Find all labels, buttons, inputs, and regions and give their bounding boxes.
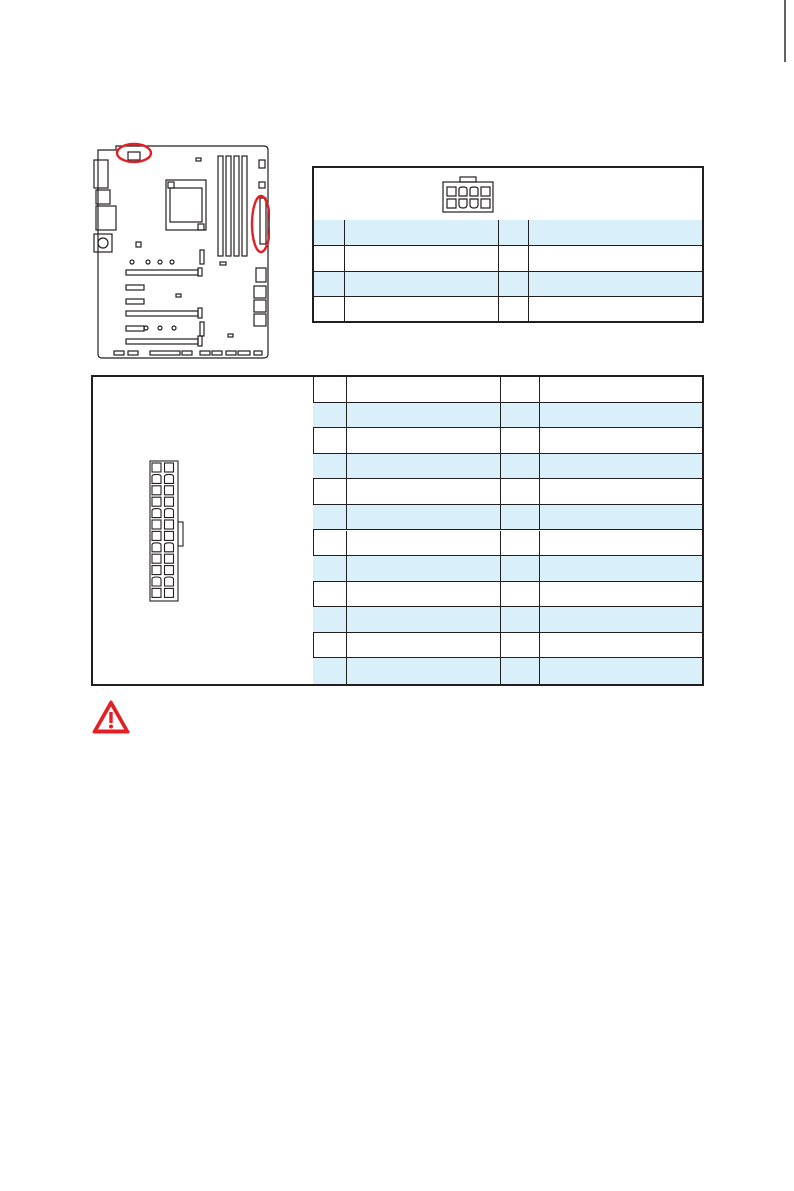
table-row: [313, 377, 702, 403]
pin-number-cell: [501, 428, 540, 453]
pin-number-cell: [313, 633, 347, 658]
pin-number-cell: [313, 531, 347, 556]
signal-name-cell: [347, 479, 501, 504]
table-row: [314, 246, 702, 272]
pin-number-cell: [499, 220, 529, 245]
table-row: [313, 582, 702, 608]
pin-number-cell: [501, 607, 540, 632]
motherboard-layout-icon: [82, 138, 270, 360]
signal-name-cell: [347, 428, 501, 453]
signal-name-cell: [347, 531, 501, 556]
pin-number-cell: [313, 607, 347, 632]
warning-triangle-icon: [91, 699, 131, 735]
pin-number-cell: [501, 505, 540, 530]
signal-name-cell: [540, 454, 702, 479]
signal-name-cell: [540, 479, 702, 504]
pin-number-cell: [313, 428, 347, 453]
signal-name-cell: [540, 633, 702, 658]
signal-name-cell: [347, 454, 501, 479]
signal-name-cell: [540, 582, 702, 607]
pin-number-cell: [501, 479, 540, 504]
pin-number-cell: [313, 454, 347, 479]
pin-number-cell: [501, 531, 540, 556]
pin-number-cell: [501, 556, 540, 581]
signal-name-cell: [529, 297, 702, 321]
signal-name-cell: [540, 556, 702, 581]
signal-name-cell: [540, 377, 702, 402]
pin-number-cell: [313, 556, 347, 581]
atx-power-pin-table: [91, 375, 704, 686]
signal-name-cell: [529, 220, 702, 245]
pin-number-cell: [314, 297, 345, 321]
signal-name-cell: [347, 556, 501, 581]
pin-number-cell: [501, 582, 540, 607]
8-pin-power-connector-icon: [442, 176, 494, 214]
signal-name-cell: [347, 582, 501, 607]
signal-name-cell: [347, 633, 501, 658]
signal-name-cell: [347, 658, 501, 684]
signal-name-cell: [345, 220, 499, 245]
pin-number-cell: [499, 272, 529, 296]
signal-name-cell: [540, 428, 702, 453]
pin-number-cell: [314, 246, 345, 271]
pin-number-cell: [313, 377, 347, 402]
signal-name-cell: [540, 403, 702, 428]
pin-number-cell: [314, 272, 345, 296]
signal-name-cell: [529, 272, 702, 296]
table-row: [314, 297, 702, 321]
signal-name-cell: [540, 607, 702, 632]
pin-number-cell: [313, 403, 347, 428]
cpu-power-connector-header: [314, 168, 702, 221]
signal-name-cell: [345, 272, 499, 296]
signal-name-cell: [529, 246, 702, 271]
table-row: [314, 220, 702, 246]
atx-pin-rows: [313, 377, 702, 684]
pin-number-cell: [501, 454, 540, 479]
table-row: [313, 633, 702, 659]
pin-number-cell: [313, 582, 347, 607]
pin-number-cell: [313, 479, 347, 504]
pin-number-cell: [314, 220, 345, 245]
table-row: [313, 658, 702, 684]
signal-name-cell: [540, 658, 702, 684]
signal-name-cell: [540, 531, 702, 556]
signal-name-cell: [347, 377, 501, 402]
table-row: [313, 505, 702, 531]
table-row: [314, 272, 702, 297]
pin-number-cell: [501, 377, 540, 402]
table-row: [313, 428, 702, 454]
24-pin-power-connector-icon: [149, 460, 185, 602]
signal-name-cell: [347, 505, 501, 530]
pin-number-cell: [501, 633, 540, 658]
pin-number-cell: [501, 403, 540, 428]
pin-number-cell: [501, 658, 540, 684]
table-row: [313, 403, 702, 429]
table-row: [313, 607, 702, 633]
cpu-power-pin-table: [312, 166, 704, 323]
pin-number-cell: [499, 297, 529, 321]
table-row: [313, 454, 702, 480]
page-edge-tab: [774, 0, 794, 62]
atx-connector-panel: [93, 377, 314, 684]
table-row: [313, 531, 702, 557]
signal-name-cell: [345, 297, 499, 321]
signal-name-cell: [345, 246, 499, 271]
signal-name-cell: [540, 505, 702, 530]
signal-name-cell: [347, 403, 501, 428]
signal-name-cell: [347, 607, 501, 632]
pin-number-cell: [313, 505, 347, 530]
table-row: [313, 479, 702, 505]
pin-number-cell: [313, 658, 347, 684]
pin-number-cell: [499, 246, 529, 271]
table-row: [313, 556, 702, 582]
